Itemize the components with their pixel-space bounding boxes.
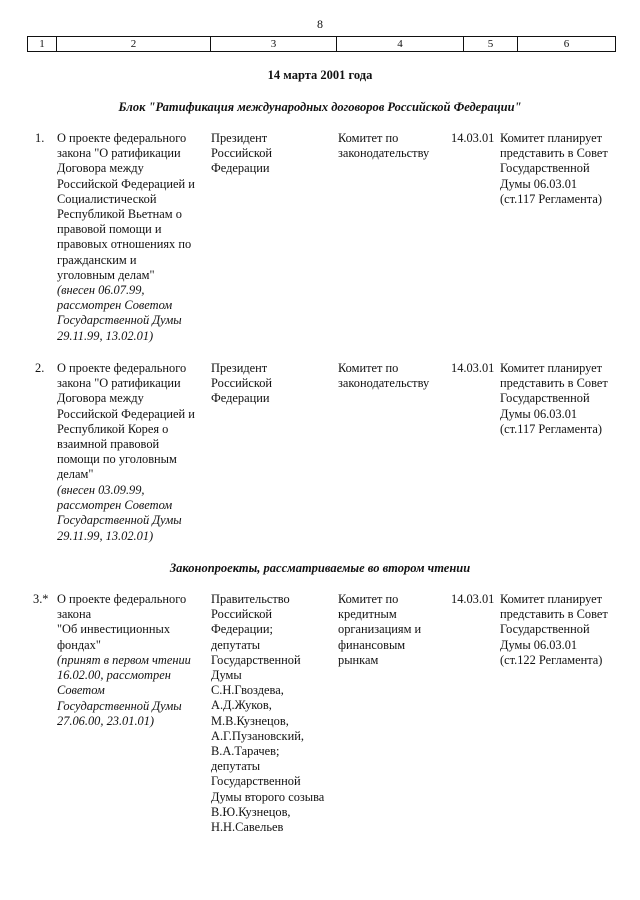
column-header-row <box>27 36 616 52</box>
date-heading: 14 марта 2001 года <box>267 68 373 82</box>
item-committee: Комитет по кредитным организациям и финансовым рынкам <box>338 592 422 667</box>
item-initiator: Правительство Российской Федерации; депутаты Государственной Думы С.Н.Гвоздева, А.Д.Жуков, М.В.Кузнецов, А.Г.Пузановский, В.А.Тарачев; депутаты Государственной Думы второго созыва В.Ю.Кузнецов, Н.Н.Савельев <box>211 592 325 835</box>
item-note: (внесен 03.09.99, рассмотрен Советом Государственной Думы 29.11.99, 13.02.01) <box>57 483 182 543</box>
item-initiator: Президент Российской Федерации <box>211 361 273 406</box>
item-status: Комитет планирует представить в Совет Государственной Думы 06.03.01 (ст.122 Регламента) <box>500 592 608 667</box>
item-number: 3.* <box>33 592 49 606</box>
item-title: О проекте федерального закона "Об инвестиционных фондах" <box>57 592 187 652</box>
item-status: Комитет планирует представить в Совет Государственной Думы 06.03.01 (ст.117 Регламента) <box>500 131 608 206</box>
item-status: Комитет планирует представить в Совет Государственной Думы 06.03.01 (ст.117 Регламента) <box>500 361 608 436</box>
item-title: О проекте федерального закона "О ратификации Договора между Российской Федерацией и Социалистической Республикой Вьетнам о правовой помощи и правовых отношениях по гражданским и уголовным делам" <box>57 131 195 282</box>
item-date: 14.03.01 <box>451 361 495 375</box>
column-header-3: 3 <box>211 37 337 51</box>
item-date: 14.03.01 <box>451 592 495 606</box>
page-number: 8 <box>317 17 323 31</box>
item-note: (внесен 06.07.99, рассмотрен Советом Государственной Думы 29.11.99, 13.02.01) <box>57 283 182 343</box>
item-note: (принят в первом чтении 16.02.00, рассмотрен Советом Государственной Думы 27.06.00, 23.01.01) <box>57 653 191 728</box>
item-date: 14.03.01 <box>451 131 495 145</box>
column-header-1: 1 <box>28 37 57 51</box>
column-header-6: 6 <box>563 38 570 50</box>
item-number: 1. <box>35 131 45 145</box>
column-header-2: 2 <box>57 37 211 51</box>
item-initiator: Президент Российской Федерации <box>211 131 273 176</box>
item-committee: Комитет по законодательству <box>338 361 430 391</box>
section-heading: Блок "Ратификация международных договоров Российской Федерации" <box>118 100 522 114</box>
item-committee: Комитет по законодательству <box>338 131 430 161</box>
column-header-5: 5 <box>464 37 518 51</box>
item-number: 2. <box>35 361 45 375</box>
item-title: О проекте федерального закона "О ратификации Договора между Российской Федерацией и Республикой Корея о взаимной правовой помощи по уголовным делам" <box>57 361 195 482</box>
column-header-4: 4 <box>337 37 464 51</box>
section-heading: Законопроекты, рассматриваемые во втором чтении <box>169 561 471 575</box>
